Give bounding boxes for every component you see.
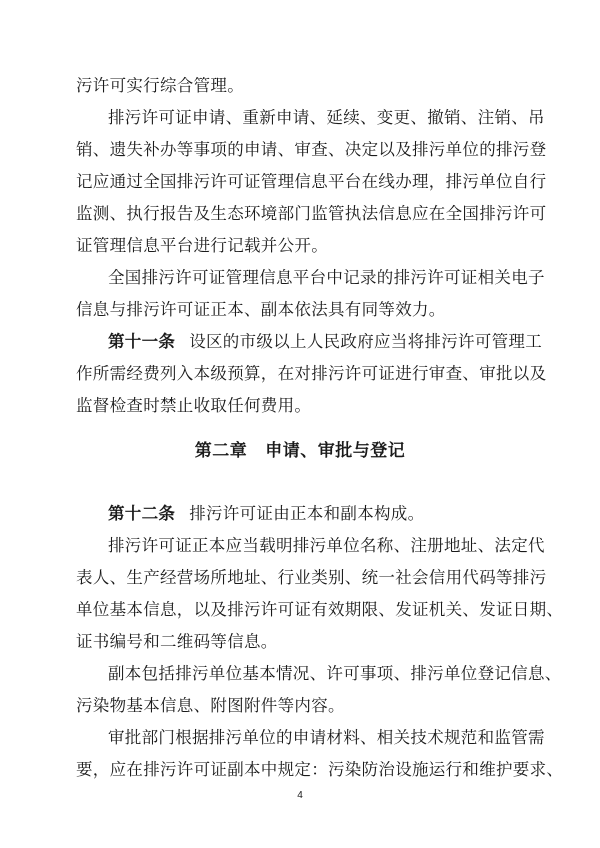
chapter-heading: [0, 440, 600, 462]
paragraph-line: 全国排污许可证管理信息平台中记录的排污许可证相关电子: [108, 268, 545, 287]
article-twelve-label: 第十二条: [108, 504, 176, 523]
article-twelve-line: [108, 504, 526, 524]
paragraph-line: 单位基本信息，以及排污许可证有效期限、发证机关、发证日期、: [76, 600, 564, 619]
chapter-number: 第二章: [194, 441, 248, 461]
page-number: 4: [297, 790, 303, 801]
paragraph-line: 信息与排污许可证正本、副本依法具有同等效力。: [76, 300, 446, 319]
paragraph-line: 排污许可证申请、重新申请、延续、变更、撤销、注销、吊: [108, 108, 545, 127]
article-eleven-line: [108, 332, 543, 352]
article-eleven-label: 第十一条: [108, 332, 176, 351]
paragraph-line: 销、遗失补办等事项的申请、审查、决定以及排污单位的排污登: [76, 140, 547, 159]
paragraph-line: 证书编号和二维码等信息。: [76, 632, 278, 651]
paragraph-line: 副本包括排污单位基本情况、许可事项、排污单位登记信息、: [108, 664, 562, 683]
paragraph-line: 证管理信息平台进行记载并公开。: [76, 236, 328, 255]
paragraph-line: 作所需经费列入本级预算，在对排污许可证进行审查、审批以及: [76, 364, 547, 383]
paragraph-line: 审批部门根据排污单位的申请材料、相关技术规范和监管需: [108, 728, 545, 747]
paragraph-line: 排污许可证正本应当载明排污单位名称、注册地址、法定代: [108, 536, 545, 555]
paragraph-line: 记应通过全国排污许可证管理信息平台在线办理，排污单位自行: [76, 172, 547, 191]
paragraph-text: 设区的市级以上人民政府应当将排污许可管理工: [189, 332, 543, 351]
paragraph-line: 污许可实行综合管理。: [76, 76, 244, 95]
chapter-title: 申请、审批与登记: [265, 441, 406, 461]
paragraph-line: 要，应在排污许可证副本中规定：污染防治设施运行和维护要求、: [76, 760, 564, 779]
paragraph-line: 污染物基本信息、附图附件等内容。: [76, 696, 345, 715]
paragraph-line: 监测、执行报告及生态环境部门监管执法信息应在全国排污许可: [76, 204, 547, 223]
paragraph-line: 表人、生产经营场所地址、行业类别、统一社会信用代码等排污: [76, 568, 547, 587]
paragraph-text: 排污许可证由正本和副本构成。: [189, 504, 425, 523]
paragraph-line: 监督检查时禁止收取任何费用。: [76, 396, 312, 415]
